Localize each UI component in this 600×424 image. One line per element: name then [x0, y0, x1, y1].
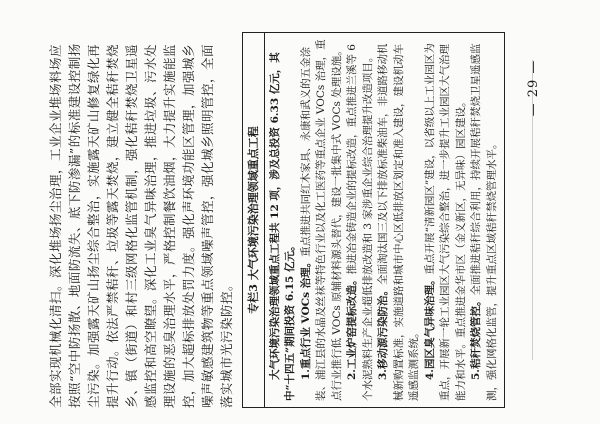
box-title: 专栏3 大气环境污染治理领域重点工程: [246, 33, 265, 407]
box-text: 重点开展“清新园区”建设，以省级以上工业园区为重点，开展新一轮工业园区大气污染综合整治，进一步提升工业园区大气治理能力和水平。重点推进金华市区（金义新区，无异味）园区建设。: [423, 43, 467, 401]
box-lead: 3.移动源污染防治。: [377, 285, 389, 380]
box-paragraph: [299, 39, 346, 401]
rotated-content: [46, 32, 534, 408]
box-text: 全面推进秸秆综合利用，持续开展秸秆焚烧卫星遥感监测，强化网格化监管，提升重点区域秸秆禁烧管理水平。: [470, 43, 498, 401]
body-paragraph: 全部实现机械化清扫。深化堆场扬尘治理，工业企业堆场料场应按照“空中防扬散、地面防流失、底下防渗漏”的标准建设控制扬尘污染。加强露天矿山扬尘综合整治，实施露天矿山修复绿化再提升行动。依法严禁秸秆、垃圾等露天焚烧，建立健全秸秆焚烧乡、镇（街道）和村三级网格化监管机制，强化秸秆焚烧卫星遥感监控和高空瞭望。深化工业臭气异味治理，推进垃圾、污水处理设施的恶臭治理水平，严格控制餐饮油烟，大力提升实施能监控，加大超标排放处罚力度。强化声环境功能区管理，加强城乡噪声敏感建筑物等重点领域噪声管控，强化城乡照明管控，全面落实城市光污染防控。: [48, 43, 234, 408]
box-lead: 大气环境污染治理领域重点工程共 12 项，涉及总投资 6.33 亿元，其中“十四五”期间投资 6.15 亿元。: [268, 52, 296, 401]
body-text: [46, 32, 236, 408]
box-paragraph: [345, 39, 376, 401]
box-text: 推进冶金铸造企业的提标改造，重点推进兰溪等 6 个水泥熟料生产企业超低排放改造和 3 家涉重企业综合治理提升改造项目。: [346, 44, 374, 401]
box-lead: 4.园区臭气异味治理。: [423, 274, 436, 380]
page-number: — 29 —: [526, 59, 541, 117]
box-paragraph: [423, 39, 470, 401]
box-lead: 1.重点行业 VOCs 治理。: [299, 256, 312, 380]
box-lead: 5.秸秆焚烧管控。: [470, 295, 482, 380]
box-text: 重点推进共同红木家具、永康和武义的五金涂装、浦江县的水晶及丝袜等特色行业以及化工医药等重点企业 VOCs 治理，重点行业推行低 VOCs 原辅材料源头替代，建设一批集中式 VOCs 处理设施。: [299, 39, 343, 401]
box-lead: 2.工业炉窑提标改造。: [346, 274, 358, 380]
special-column-box: [242, 32, 505, 408]
box-paragraph: [469, 39, 500, 401]
box-text: 全面淘汰国三及以下排放标准柴油车，非道路移动机械新购置标准，实施道路和城市中心区低排放区划定和准入建设，建设机动车遥感监测系统。: [377, 43, 420, 401]
box-paragraph: [268, 39, 299, 401]
box-paragraph: [376, 39, 423, 401]
